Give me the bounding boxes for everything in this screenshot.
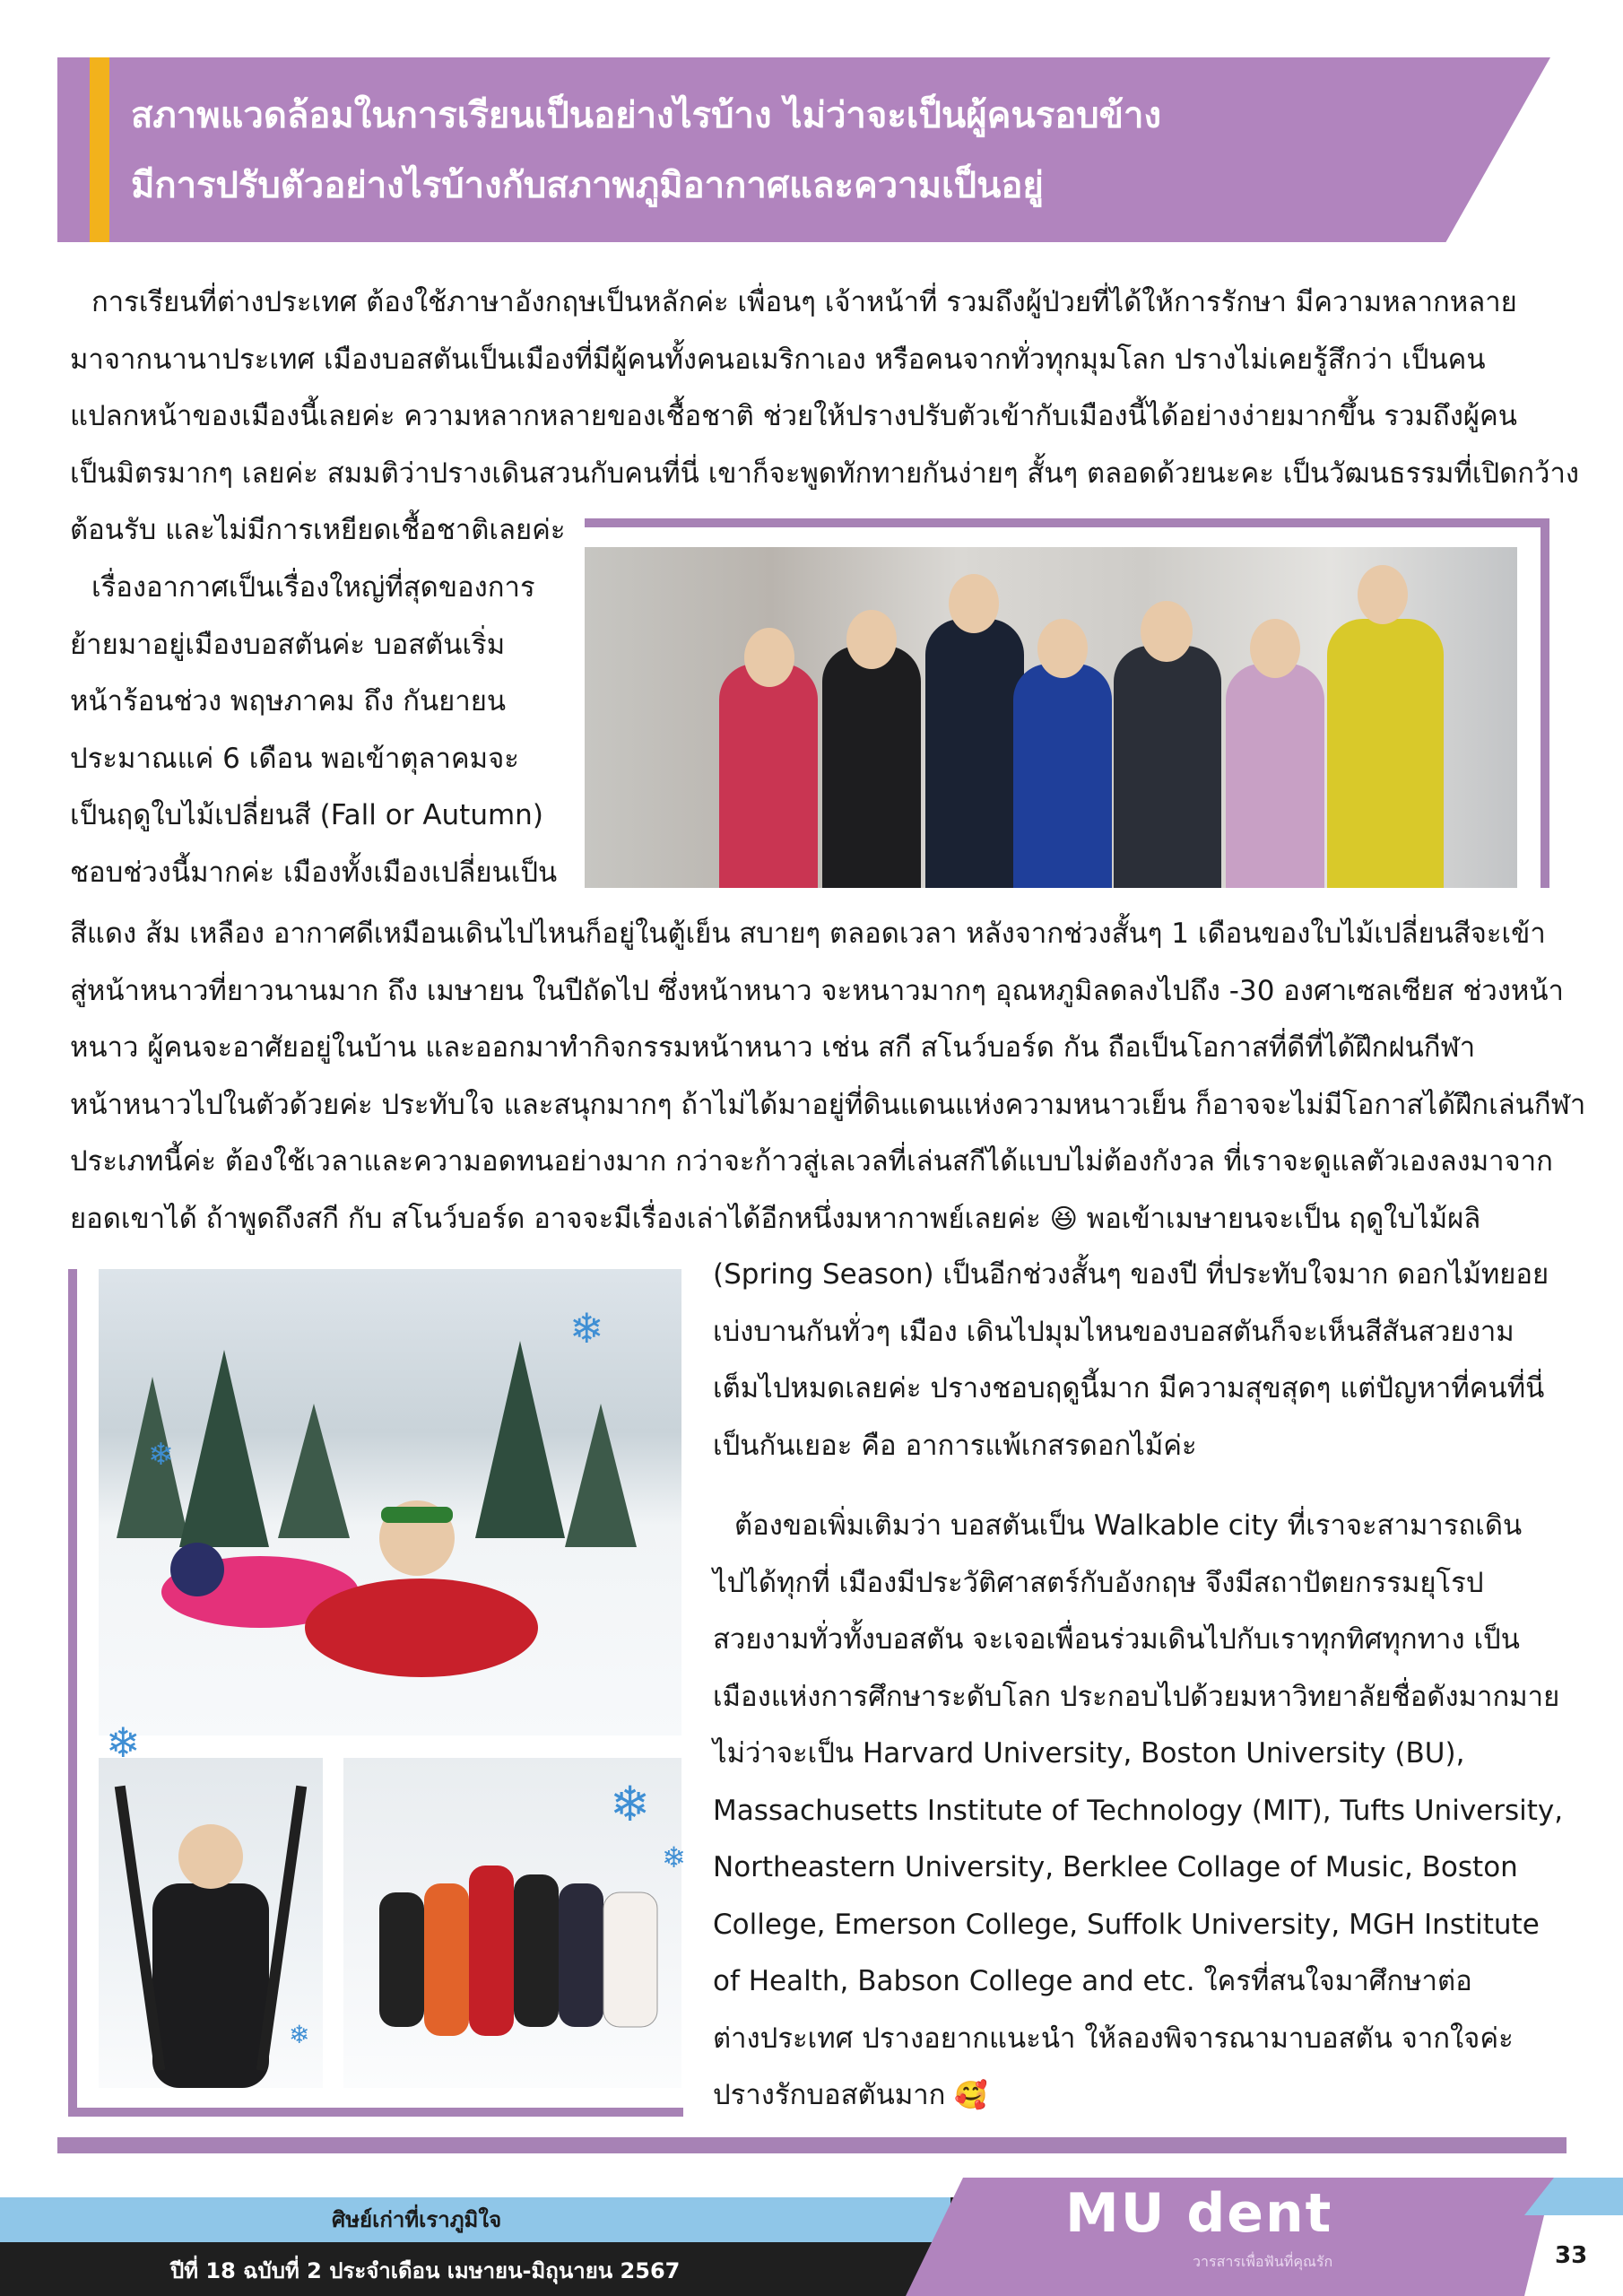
- text-line: ชอบช่วงนี้มากค่ะ เมืองทั้งเมืองเปลี่ยนเป็น: [70, 856, 558, 889]
- pine-tree: [179, 1350, 269, 1547]
- text-line: เรื่องอากาศเป็นเรื่องใหญ่ที่สุดของการ: [91, 571, 535, 604]
- heading-line: มีการปรับตัวอย่างไรบ้างกับสภาพภูมิอากาศและความเป็นอยู่: [131, 165, 1044, 206]
- text-line: ต้อนรับ และไม่มีการเหยียดเชื้อชาติเลยค่ะ: [70, 514, 566, 546]
- text-line: หน้าหนาวไปในตัวด้วยค่ะ ประทับใจ และสนุกมากๆ ถ้าไม่ได้มาอยู่ที่ดินแดนแห่งความหนาวเย็น ก็อาจจะไม่มีโอกาสได้ฝึกเล่นกีฬา: [70, 1088, 1586, 1121]
- text-line: Massachusetts Institute of Technology (MIT), Tufts University,: [713, 1794, 1564, 1827]
- skier-body: [152, 1883, 269, 2088]
- person-red: [305, 1578, 538, 1677]
- footer-section-title: ศิษย์เก่าที่เราภูมิใจ: [332, 2207, 502, 2232]
- text-line-with-emoji: [70, 1191, 1549, 1248]
- text-line: ประมาณแค่ 6 เดือน พอเข้าตุลาคมจะ: [70, 742, 519, 775]
- footer-issue-info: ปีที่ 18 ฉบับที่ 2 ประจำเดือน เมษายน-มิถุนายน 2567: [170, 2258, 681, 2283]
- text-line: ต้องขอเพิ่มเติมว่า บอสตันเป็น Walkable city ที่เราจะสามารถเดิน: [734, 1509, 1523, 1542]
- text-fragment: ยอดเขาได้ ถ้าพูดถึงสกี กับ สโนว์บอร์ด อาจจะมีเรื่องเล่าได้อีกหนึ่งมหากาพย์เลยค่ะ: [70, 1202, 1041, 1235]
- snowflake-icon: ❄: [610, 1776, 651, 1832]
- pine-tree: [475, 1341, 565, 1538]
- snowflake-icon: ❄: [106, 1718, 141, 1767]
- paragraph-weather-narrow: [70, 560, 558, 901]
- magazine-logo: MU dent: [1065, 2182, 1333, 2245]
- laughing-emoji-icon: 😆: [1049, 1203, 1078, 1235]
- photo-frame-left: [68, 1269, 77, 2117]
- text-line: เบ่งบานกันทั่วๆ เมือง เดินไปมุมไหนของบอสตันก็จะเห็นสีสันสวยงาม: [713, 1315, 1515, 1348]
- text-fragment: พอเข้าเมษายนจะเป็น ฤดูใบไม้ผลิ: [1086, 1202, 1481, 1235]
- text-line-with-emoji: [713, 2067, 1551, 2125]
- text-line: of Health, Babson College and etc. ใครที่สนใจมาศึกษาต่อ: [713, 1965, 1472, 1997]
- skier-face: [178, 1824, 243, 1889]
- photo-frame-top: [585, 518, 1549, 527]
- paragraph-intro: [70, 274, 1579, 560]
- page-number: 33: [1555, 2242, 1588, 2269]
- goggles: [381, 1507, 453, 1523]
- text-line: หนาว ผู้คนจะอาศัยอยู่ในบ้าน และออกมาทำกิจกรรมหน้าหนาว เช่น สกี สโนว์บอร์ด กัน ถือเป็นโอกาสที่ดีที่ได้ฝึกฝนกีฬา: [70, 1031, 1476, 1064]
- paragraph-weather: [70, 906, 1586, 1248]
- text-line: ไม่ว่าจะเป็น Harvard University, Boston University (BU),: [713, 1737, 1465, 1770]
- page-divider: [57, 2137, 1567, 2153]
- text-line: Northeastern University, Berklee Collage of Music, Boston: [713, 1851, 1518, 1883]
- text-line: ไปได้ทุกที่ เมืองมีประวัติศาสตร์กับอังกฤษ จึงมีสถาปัตยกรรมยุโรป: [713, 1566, 1484, 1599]
- text-line: เป็นกันเยอะ คือ อาการแพ้เกสรดอกไม้ค่ะ: [713, 1429, 1197, 1462]
- text-line: (Spring Season) เป็นอีกช่วงสั้นๆ ของปี ที่ประทับใจมาก ดอกไม้ทยอย: [713, 1258, 1549, 1291]
- photo-frame-right: [1541, 518, 1549, 888]
- paragraph-spring: [713, 1247, 1551, 1474]
- group-photo-event: [585, 547, 1517, 888]
- text-line: สวยงามทั่วทั้งบอสตัน จะเจอเพื่อนร่วมเดินไปกับเราทุกทิศทุกทาง เป็น: [713, 1623, 1520, 1656]
- text-line: มาจากนานาประเทศ เมืองบอสตันเป็นเมืองที่มีผู้คนทั้งคนอเมริกาเอง หรือคนจากทั่วทุกมุมโลก ปรางไม่เคยรู้สึกว่า เป็นคน: [70, 343, 1486, 376]
- snowflake-icon: ❄: [148, 1437, 174, 1473]
- snowflake-icon: ❄: [662, 1840, 686, 1874]
- helmet: [170, 1543, 224, 1596]
- text-line: College, Emerson College, Suffolk University, MGH Institute: [713, 1908, 1540, 1941]
- text-line: หน้าร้อนช่วง พฤษภาคม ถึง กันยายน: [70, 685, 507, 718]
- photo-frame-bottom: [68, 2108, 683, 2117]
- paragraph-walkable-city: [713, 1498, 1564, 2125]
- text-line: เป็นฤดูใบไม้เปลี่ยนสี (Fall or Autumn): [70, 799, 543, 831]
- heading-line: สภาพแวดล้อมในการเรียนเป็นอย่างไรบ้าง ไม่ว่าจะเป็นผู้คนรอบข้าง: [131, 95, 1161, 136]
- snowflake-icon: ❄: [569, 1304, 604, 1352]
- text-fragment: ปรางรักบอสตันมาก: [713, 2079, 946, 2111]
- logo-tagline: วารสารเพื่อฟันที่คุณรัก: [1193, 2253, 1333, 2270]
- text-line: เมืองแห่งการศึกษาระดับโลก ประกอบไปด้วยมหาวิทยาลัยชื่อดังมากมาย: [713, 1680, 1560, 1713]
- text-line: เต็มไปหมดเลยค่ะ ปรางชอบฤดูนี้มาก มีความสุขสุดๆ แต่ปัญหาที่คนที่นี่: [713, 1372, 1545, 1405]
- header-accent-bar: [90, 57, 109, 242]
- snowflake-icon: ❄: [289, 2020, 310, 2049]
- text-line: สู่หน้าหนาวที่ยาวนานมาก ถึง เมษายน ในปีถัดไป ซึ่งหน้าหนาว จะหนาวมากๆ อุณหภูมิลดลงไปถึง -30 องศาเซลเซียส ช่วงหน้า: [70, 974, 1564, 1007]
- text-line: ประเภทนี้ค่ะ ต้องใช้เวลาและความอดทนอย่างมาก กว่าจะก้าวสู่เลเวลที่เล่นสกีได้แบบไม่ต้องกังวล ที่เราจะดูแลตัวเองลงมาจาก: [70, 1145, 1553, 1178]
- pine-tree: [278, 1404, 350, 1538]
- text-line: การเรียนที่ต่างประเทศ ต้องใช้ภาษาอังกฤษเป็นหลักค่ะ เพื่อนๆ เจ้าหน้าที่ รวมถึงผู้ป่วยที่ได้ให้การรักษา มีความหลากหลาย: [91, 286, 1517, 318]
- love-emoji-icon: 🥰: [954, 2080, 988, 2111]
- text-line: สีแดง ส้ม เหลือง อากาศดีเหมือนเดินไปไหนก็อยู่ในตู้เย็น สบายๆ ตลอดเวลา หลังจากช่วงสั้นๆ 1 เดือนของใบไม้เปลี่ยนสีจะเข้า: [70, 918, 1546, 950]
- text-line: แปลกหน้าของเมืองนี้เลยค่ะ ความหลากหลายของเชื้อชาติ ช่วยให้ปรางปรับตัวเข้ากับเมืองนี้ได้อย่างง่ายมากขึ้น รวมถึงผู้คน: [70, 400, 1517, 432]
- text-line: เป็นมิตรมากๆ เลยค่ะ สมมติว่าปรางเดินสวนกับคนที่นี่ เขาก็จะพูดทักทายกันง่ายๆ สั้นๆ ตลอดด้วยนะคะ เป็นวัฒนธรรมที่เปิดกว้าง: [70, 457, 1579, 490]
- section-heading: [131, 81, 1341, 221]
- text-line: ต่างประเทศ ปรางอยากแนะนำ ให้ลองพิจารณามาบอสตัน จากใจค่ะ: [713, 2022, 1514, 2055]
- text-line: ย้ายมาอยู่เมืองบอสตันค่ะ บอสตันเริ่ม: [70, 628, 506, 661]
- pine-tree: [565, 1404, 637, 1547]
